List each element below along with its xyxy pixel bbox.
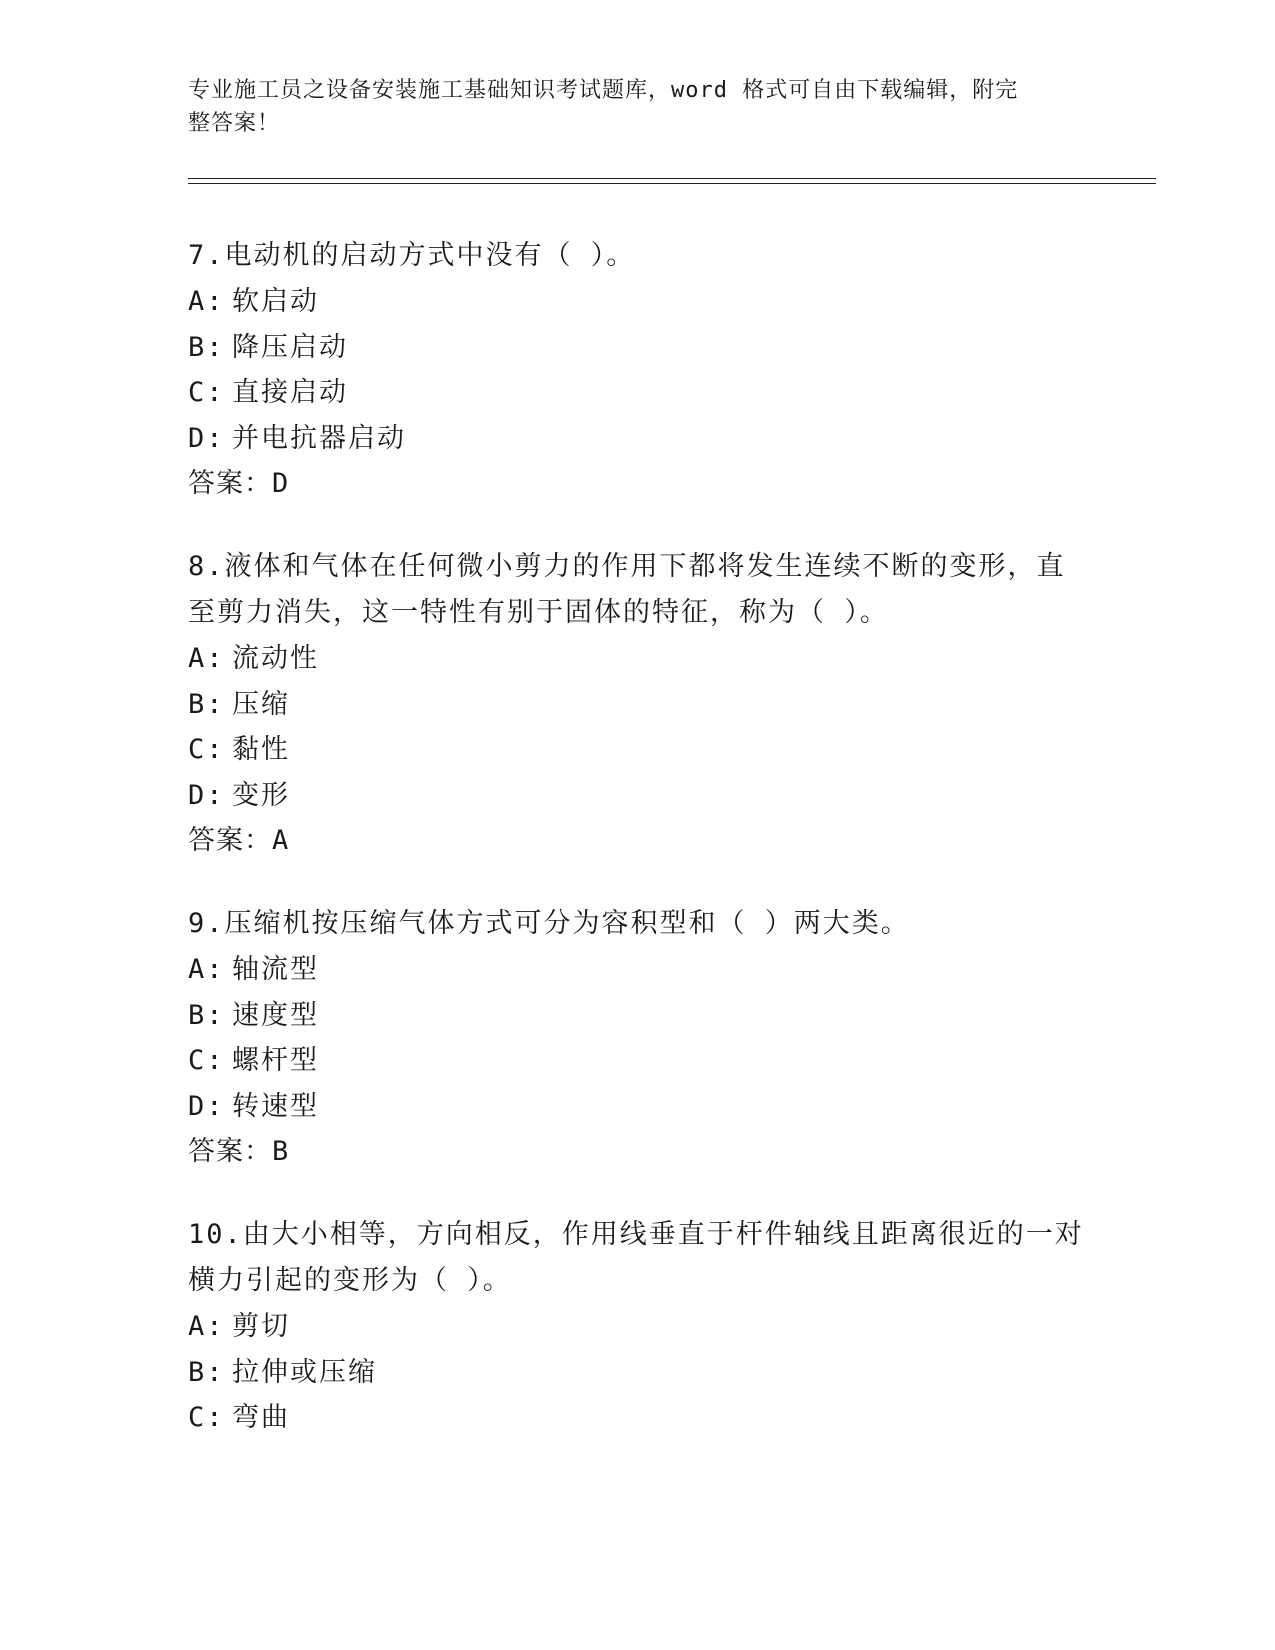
- option-text: 压缩: [232, 688, 290, 720]
- option-text: 降压启动: [232, 331, 348, 363]
- option-label: A:: [188, 643, 225, 674]
- option-a: [188, 947, 1088, 993]
- question-text: 7.电动机的启动方式中没有（ ）。: [188, 240, 636, 271]
- header-line-1: 专业施工员之设备安装施工基础知识考试题库，word 格式可自由下载编辑，附完: [188, 78, 1019, 103]
- option-text: 螺杆型: [232, 1045, 319, 1076]
- option-text: 拉伸或压缩: [232, 1356, 377, 1388]
- option-text: 轴流型: [232, 954, 319, 985]
- answer: 答案：A: [188, 825, 290, 856]
- option-label: C:: [188, 734, 225, 765]
- header-line-2: 整答案！: [188, 111, 281, 136]
- option-a: [188, 1304, 1088, 1350]
- option-a: [188, 279, 1088, 325]
- option-label: B:: [188, 331, 225, 363]
- option-label: A:: [188, 1311, 225, 1342]
- option-text: 并电抗器启动: [232, 422, 406, 454]
- option-text: 直接启动: [232, 377, 348, 408]
- option-label: C:: [188, 377, 225, 408]
- answer: 答案：B: [188, 1136, 290, 1167]
- option-d: [188, 773, 1088, 819]
- option-text: 变形: [232, 779, 290, 811]
- option-text: 剪切: [232, 1311, 290, 1342]
- option-c: [188, 1038, 1088, 1084]
- option-label: B:: [188, 688, 225, 720]
- question-text-line-2: 横力引起的变形为（ ）。: [188, 1265, 512, 1296]
- option-label: D:: [188, 779, 225, 811]
- option-b: [188, 325, 1088, 371]
- answer: 答案：D: [188, 468, 290, 499]
- header-rule-bottom: [188, 183, 1156, 184]
- option-text: 软启动: [232, 286, 319, 317]
- question-9: [188, 901, 1088, 1175]
- option-b: [188, 993, 1088, 1039]
- option-b: [188, 1350, 1088, 1396]
- option-d: [188, 416, 1088, 462]
- question-text-line-2: 至剪力消失，这一特性有别于固体的特征，称为（ ）。: [188, 597, 889, 628]
- document-header: [188, 74, 1088, 140]
- option-text: 黏性: [232, 734, 290, 765]
- option-a: [188, 636, 1088, 682]
- option-label: D:: [188, 1090, 225, 1122]
- question-text-line-1: 10.由大小相等，方向相反，作用线垂直于杆件轴线且距离很近的一对: [188, 1219, 1084, 1250]
- option-b: [188, 682, 1088, 728]
- option-c: [188, 727, 1088, 773]
- option-label: A:: [188, 286, 225, 317]
- option-c: [188, 1395, 1088, 1441]
- option-label: A:: [188, 954, 225, 985]
- option-text: 流动性: [232, 643, 319, 674]
- question-7: [188, 233, 1088, 507]
- option-c: [188, 370, 1088, 416]
- option-d: [188, 1084, 1088, 1130]
- question-text-line-1: 8.液体和气体在任何微小剪力的作用下都将发生连续不断的变形，直: [188, 551, 1066, 582]
- option-label: C:: [188, 1045, 225, 1076]
- question-list: [188, 233, 1088, 1478]
- header-rule-top: [188, 178, 1156, 179]
- option-label: D:: [188, 422, 225, 454]
- option-label: B:: [188, 1356, 225, 1388]
- option-text: 转速型: [232, 1090, 319, 1122]
- question-8: [188, 544, 1088, 864]
- question-10: [188, 1212, 1088, 1441]
- option-label: C:: [188, 1402, 225, 1433]
- option-text: 弯曲: [232, 1402, 290, 1433]
- option-text: 速度型: [232, 999, 319, 1031]
- option-label: B:: [188, 999, 225, 1031]
- question-text: 9.压缩机按压缩气体方式可分为容积型和（ ）两大类。: [188, 908, 910, 939]
